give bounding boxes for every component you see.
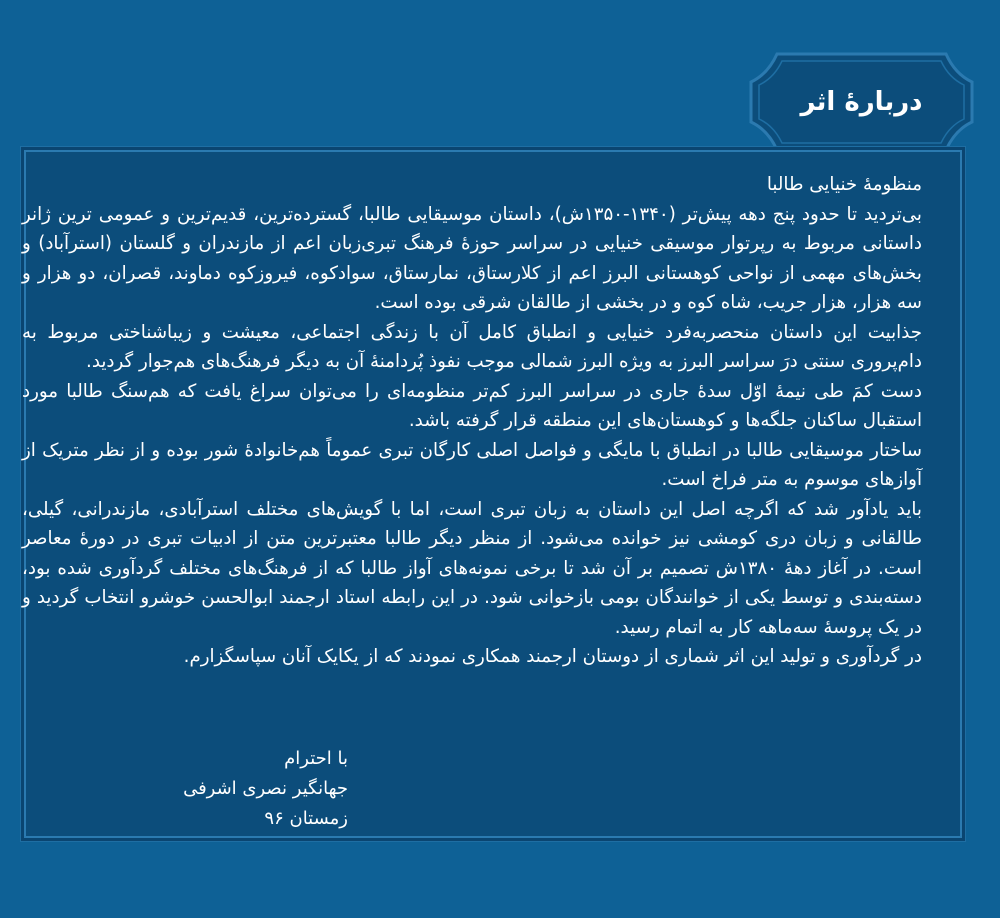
- paragraph-5: باید یادآور شد که اگرچه اصل این داستان به زبان تبری است، اما با گویش‌های مختلف استرآبادی، مازندرانی، گیلی، طالقانی و زبان دری کومشی نیز خوانده می‌شود. از منظر دیگر طالبا معتبرترین متن از ادبیات تبری در دورهٔ معاصر است. در آغاز دههٔ ۱۳۸۰ش تصمیم بر آن شد تا برخی نمونه‌های آواز طالبا که از فرهنگ‌های مختلف گردآوری شده بود، دسته‌بندی و توسط یکی از خوانندگان بومی بازخوانی شود. در این رابطه استاد ارجمند ابوالحسن خوشرو انتخاب گردید و در یک پروسهٔ سه‌ماهه کار به اتمام رسید.: [22, 498, 922, 638]
- article-body: [22, 170, 922, 672]
- paragraph-1: بی‌تردید تا حدود پنج دهه پیش‌تر (۱۳۴۰-۱۳۵۰ش)، داستان موسیقایی طالبا، گسترده‌ترین، قدیم‌ترین و عمومی ترین ژانر داستانی مربوط به رپرتوار موسیقی خنیایی در سراسر حوزهٔ فرهنگ تبری‌زبان اعم از مازندران و گلستان (استرآباد) و بخش‌های مهمی از نواحی کوهستانی البرز اعم از کلارستاق، نمارستاق، سوادکوه، فیروزکوه دماوند، قصران، دو هزار و سه هزار، هزار جریب، شاه کوه و در بخشی از طالقان شرقی بوده است.: [22, 203, 922, 313]
- section-title: دربارهٔ اثر: [800, 87, 923, 117]
- signoff-block: [48, 744, 348, 834]
- article-heading: منظومهٔ خنیایی طالبا: [766, 174, 922, 195]
- signoff-greeting: با احترام: [284, 748, 348, 769]
- signoff-author: جهانگیر نصری اشرفی: [183, 778, 348, 799]
- section-title-tab: [749, 52, 974, 152]
- paragraph-4: ساختار موسیقایی طالبا در انطباق با مایگی و فواصل اصلی کارگان تبری عموماً هم‌خانوادهٔ شور بوده و از نظر متریک از آوازهای موسوم به متر فراخ است.: [22, 439, 922, 490]
- paragraph-2: جذابیت این داستان منحصربه‌فرد خنیایی و انطباق کامل آن با زندگی اجتماعی، معیشت و زیباشناختی مربوط به دام‌پروری سنتی درَ سراسر البرز به ویژه البرز شمالی موجب نفوذ پُردامنهٔ آن به دیگر فرهنگ‌های هم‌جوار گردید.: [22, 321, 922, 372]
- paragraph-3: دست کمَ طی نیمهٔ اوّل سدهٔ جاری در سراسر البرز کم‌تر منظومه‌ای را می‌توان سراغ یافت که هم‌سنگ طالبا مورد استقبال ساکنان جلگه‌ها و کوهستان‌های این منطقه قرار گرفته باشد.: [22, 380, 922, 431]
- paragraph-6: در گردآوری و تولید این اثر شماری از دوستان ارجمند همکاری نمودند که از یکایک آنان سپاسگزارم.: [183, 646, 922, 667]
- signoff-date: زمستان ۹۶: [264, 808, 348, 829]
